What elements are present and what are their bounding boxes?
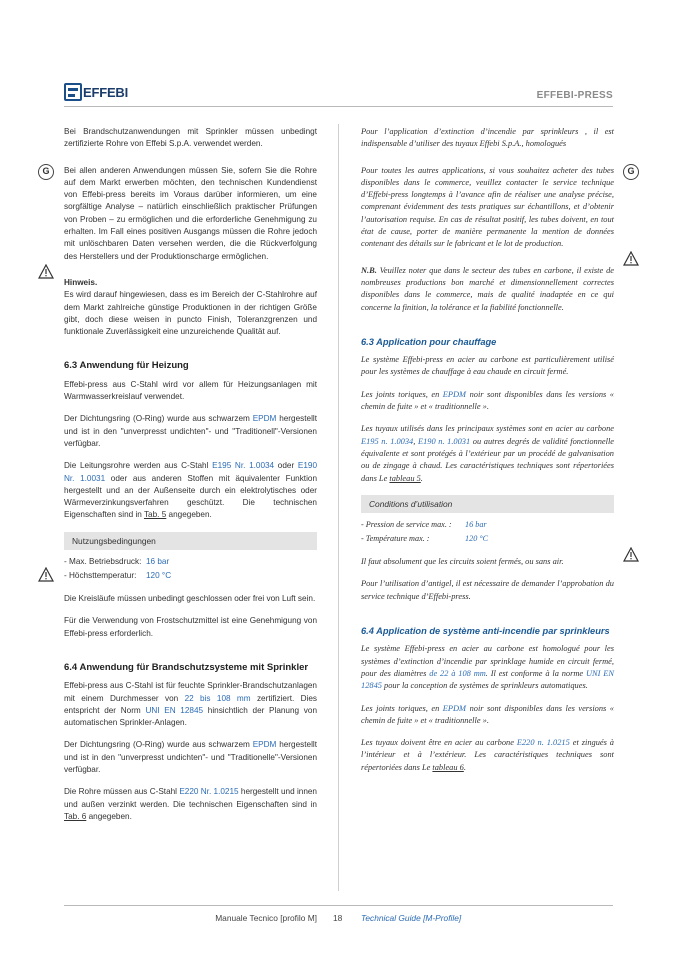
pipes-paragraph: Die Rohre müssen aus C-Stahl E220 Nr. 1.0215 hergestellt und innen und außen verzinkt werden. Die technischen Eigenschaften sind in Tab. 6 angegeben.	[64, 787, 317, 821]
footer-guide-title: Technical Guide [M-Profile]	[361, 913, 462, 923]
section-6-4-title: 6.4 Application de système anti-incendie par sprinkleurs	[361, 626, 610, 637]
conditions-heading: Conditions d’utilisation	[361, 495, 614, 513]
antifreeze-paragraph: Pour l’utilisation d’antigel, il est nécessaire de demander l’approbation du service technique d’Effebi-press.	[361, 579, 614, 601]
g-marker-icon: G	[38, 164, 54, 180]
other-uses-paragraph: Pour toutes les autres applications, si vous souhaitez acheter des tubes disponibles dans le commerce, veuillez contacter le service technique d’Effebi-press longtemps à l’avance afin de réaliser une analyse précise, comprenant évidemment des tests pratiques sur échantillons, et d’obtenir l’autorisation requise. En cas de résultat positif, les tubes doivent, en tout état de cause, porter de manière permanente la mention de données contenant des détails sur le fabricant et le lot de production.	[361, 165, 614, 249]
pipes-paragraph: Die Leitungsrohre werden aus C-Stahl E195 Nr. 1.0034 oder E190 Nr. 1.0031 oder aus anderen Stoffen mit äquivalenter Funktion hergestellt und an der Außenseite durch ein elektrolytisches oder Wärmeverzinkungsverfahren geschützt. Die technischen Eigenschaften sind in Tab. 5 angegeben.	[64, 461, 318, 520]
section-6-4-title: 6.4 Anwendung für Brandschutzsysteme mit Sprinkler	[64, 661, 309, 673]
hint-paragraph: Es wird darauf hingewiesen, dass es im Bereich der C-Stahlrohre auf dem Markt zahlreiche günstige Produktionen in der richtigen Größe gibt, doch diese weisen in puncto Finish, Toleranzgrenzen und funktionale Zuverlässigkeit eine unzureichende Qualität auf.	[64, 290, 317, 337]
warning-icon	[38, 264, 54, 280]
warning-icon	[623, 547, 639, 563]
page-number: 18	[333, 913, 343, 923]
condition-row: - Max. Betriebsdruck: 16 bar	[64, 557, 170, 567]
pipes-paragraph: Les tuyaux doivent être en acier au carbone E220 n. 1.0215 et zingués à l’intérieur et à l’extérieur. Les caractéristiques techniques sont répertoriées dans Le tableau 6.	[361, 738, 614, 772]
section-6-3-title: 6.3 Anwendung für Heizung	[64, 360, 189, 372]
conditions-heading: Nutzungsbedingungen	[64, 532, 317, 550]
footer-divider	[64, 905, 613, 906]
antifreeze-paragraph: Für die Verwendung von Frostschutzmittel ist eine Genehmigung von Effebi-press erforderlich.	[64, 616, 317, 638]
heating-paragraph: Effebi-press aus C-Stahl wird vor allem für Heizungsanlagen mit Warmwasserkreislauf verwendet.	[64, 379, 317, 402]
tab-5-link[interactable]: Tab. 5	[143, 510, 167, 520]
tab-6-link[interactable]: Tab. 6	[64, 811, 87, 821]
warning-icon	[38, 567, 54, 583]
oring-paragraph: Les joints toriques, en EPDM noir sont disponibles dans les versions « chemin de fuite » et « traditionnelle ».	[361, 703, 614, 725]
footer-manual-title: Manuale Tecnico [profilo M]	[215, 913, 317, 923]
other-uses-paragraph: Bei allen anderen Anwendungen müssen Sie, sofern Sie die Rohre auf dem Markt erwerben möchten, den technischen Kundendienst von Effebi-press bereits im Voraus darüber informieren, um eine sorgfältige Analyse – natürlich einschließlich praktischer Prüfungen von Proben – zu ermöglichen und die erforderliche Genehmigung zu erhalten. Im Fall eines positiven Ausgangs müssen die Rohre jedoch mit unlöschbaren Daten versehen werden, die die Rückverfolgung des Herstellers und der Produktionscharge ermöglichen.	[64, 165, 317, 261]
warning-icon	[623, 251, 639, 267]
logo-text: EFFEBI	[83, 84, 129, 100]
heating-paragraph: Le système Effebi-press en acier au carbone est particulièrement utilisé pour les systèmes de chauffage à eau chaude en circuit fermé.	[361, 355, 614, 377]
pipes-paragraph: Les tuyaux utilisés dans les principaux systèmes sont en acier au carbone E195 n. 1.0034, E190 n. 1.0031 ou autres degrés de validité fonctionnelle équivalente et sont protégés à l’extérieur par un procédé de galvanisation ou de zingage à chaud. Les caractéristiques techniques sont répertoriées dans Le tableau 5.	[361, 424, 614, 483]
g-marker-icon: G	[623, 164, 639, 180]
header-divider	[64, 106, 613, 107]
circuit-warning: Die Kreisläufe müssen unbedingt geschlossen oder frei von Luft sein.	[64, 594, 316, 604]
brand-title: EFFEBI-PRESS	[536, 90, 613, 101]
condition-row: - Pression de service max. : 16 bar	[361, 520, 487, 530]
sprinkler-paragraph: Effebi-press aus C-Stahl ist für feuchte Sprinkler-Brandschutzanlagen mit einem Durchmesser von 22 bis 108 mm zertifiziert. Dies entspricht der Norm UNI EN 12845 hinsichtlich der Planung von automatischen Sprinkler-Anlagen.	[64, 681, 318, 728]
oring-paragraph: Les joints toriques, en EPDM noir sont disponibles dans les versions « chemin de fuite » et « traditionnelle ».	[361, 389, 614, 412]
section-6-3-title: 6.3 Application pour chauffage	[361, 336, 497, 347]
circuit-warning: Il faut absolument que les circuits soient fermés, ou sans air.	[361, 557, 564, 567]
condition-row: - Höchsttemperatur: 120 °C	[64, 571, 172, 581]
sprinkler-paragraph: Le système Effebi-press en acier au carbone est homologué pour les systèmes d’extinction d’incendie par sprinklage humide en circuit fermé, pour des diamètres de 22 à 108 mm. Il est conforme à la norme UNI EN 12845 pour la conception de systèmes de sprinkleurs automatiques.	[361, 644, 614, 691]
column-divider	[338, 124, 339, 891]
tableau-5-link[interactable]: tableau 5	[389, 473, 421, 483]
intro-paragraph: Pour l’application d’extinction d’incendie par sprinkleurs , il est indispensable d’utiliser des tuyaux Effebi S.p.A., homologués	[361, 127, 614, 149]
intro-paragraph: Bei Brandschutzanwendungen mit Sprinkler müssen unbedingt zertifizierte Rohre von Effebi S.p.A. verwendet werden.	[64, 127, 317, 149]
german-column	[64, 126, 317, 823]
effebi-logo	[64, 82, 128, 102]
condition-row: - Température max. : 120 °C	[361, 534, 489, 544]
effebi-logo-icon	[64, 83, 82, 101]
nb-paragraph: N.B. Veuillez noter que dans le secteur des tubes en carbone, il existe de nombreuses productions bon marché et dimensionnellement correctes disponibles dans le commerce, mais de qualité inadaptée en ce qui concerne la finition, la tolérance et la fiabilité fonctionnelle.	[361, 265, 614, 312]
french-column	[361, 126, 614, 774]
oring-paragraph: Der Dichtungsring (O-Ring) wurde aus schwarzem EPDM hergestellt und ist in den "unverpresst undichten"- und "Traditionelle"-Versionen verfügbar.	[64, 740, 317, 774]
tableau-6-link[interactable]: tableau 6	[432, 762, 464, 772]
oring-paragraph: Der Dichtungsring (O-Ring) wurde aus schwarzem EPDM hergestellt und ist in den "unverpresst undichten"- und "Traditionell"-Versionen verfügbar.	[64, 414, 317, 448]
hint-title: Hinweis.	[64, 277, 98, 287]
